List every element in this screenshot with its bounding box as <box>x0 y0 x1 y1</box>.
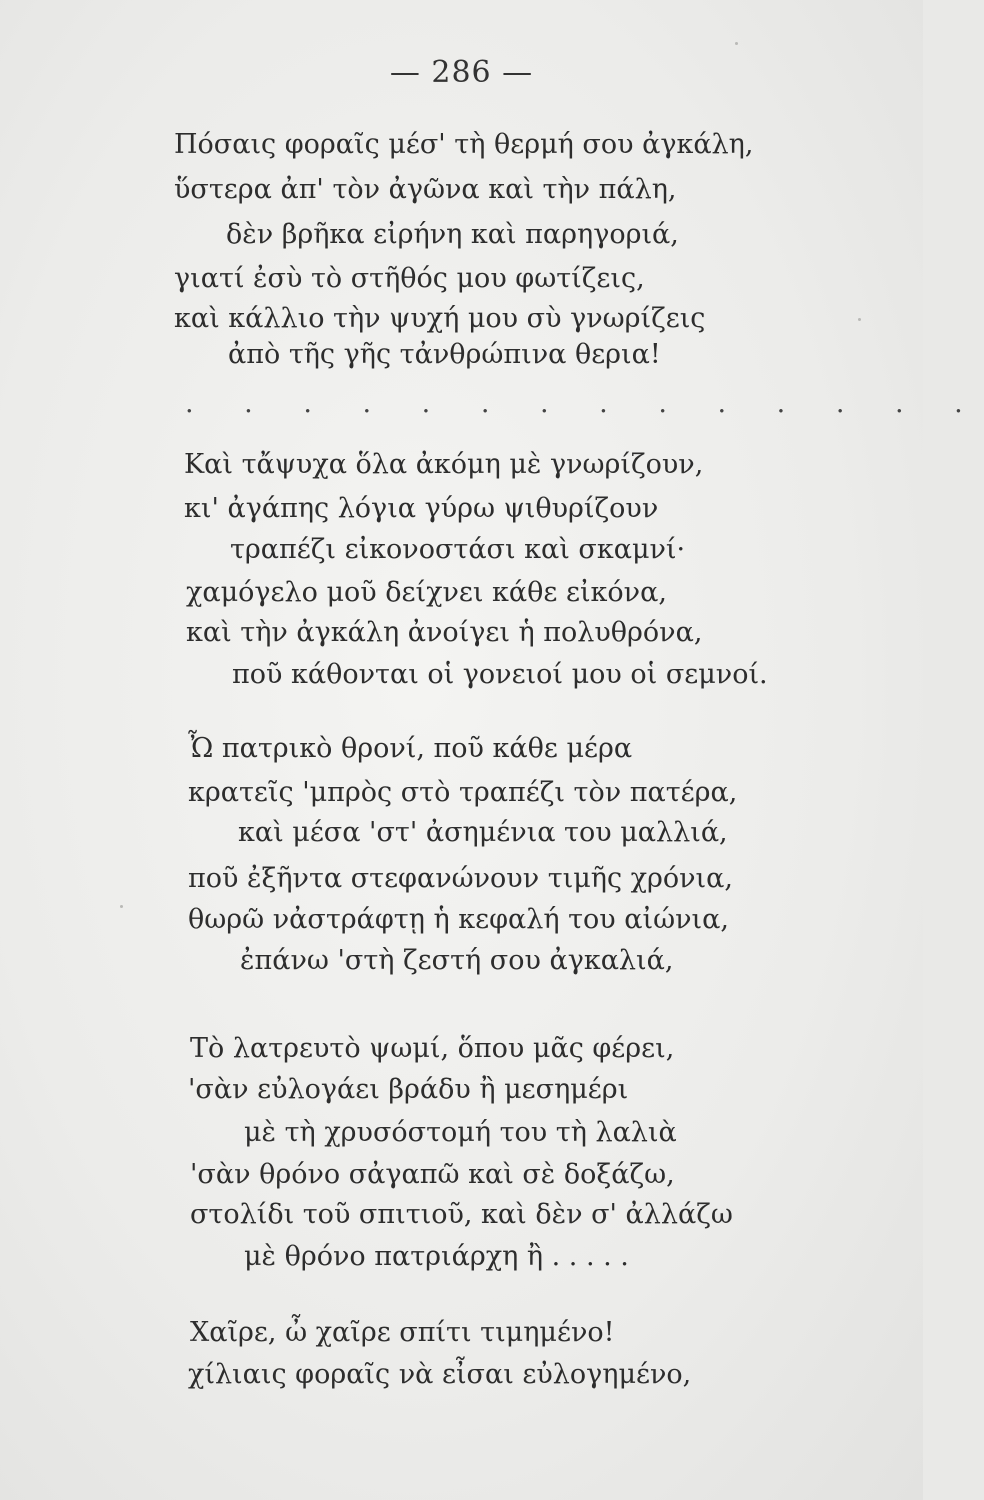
verse-line: Πόσαις φοραῖς μέσ' τὴ θερμή σου ἀγκάλη, <box>174 129 754 160</box>
verse-line: 'σὰν εὐλογάει βράδυ ἢ μεσημέρι <box>188 1074 629 1105</box>
verse-line: καὶ μέσα 'στ' ἀσημένια του μαλλιά, <box>238 817 728 848</box>
verse-line: χαμόγελο μοῦ δείχνει κάθε εἰκόνα, <box>186 577 667 608</box>
verse-line: καὶ τὴν ἀγκάλη ἀνοίγει ἡ πολυθρόνα, <box>186 617 703 648</box>
verse-line: στολίδι τοῦ σπιτιοῦ, καὶ δὲν σ' ἀλλάζω <box>190 1199 733 1230</box>
page-number: — 286 — <box>389 55 534 90</box>
verse-line: Καὶ τἄψυχα ὅλα ἀκόμη μὲ γνωρίζουν, <box>184 449 704 480</box>
verse-line: τραπέζι εἰκονοστάσι καὶ σκαμνί· <box>230 534 686 565</box>
verse-line: 'σὰν θρόνο σἀγαπῶ καὶ σὲ δοξάζω, <box>190 1159 675 1190</box>
verse-line: Τὸ λατρευτὸ ψωμί, ὅπου μᾶς φέρει, <box>190 1033 675 1064</box>
verse-line: καὶ κάλλιο τὴν ψυχή μου σὺ γνωρίζεις <box>174 303 706 334</box>
verse-line: κρατεῖς 'μπρὸς στὸ τραπέζι τὸν πατέρα, <box>188 777 738 808</box>
paper-speck <box>858 318 861 321</box>
verse-line: γιατί ἐσὺ τὸ στῆθός μου φωτίζεις, <box>174 263 645 294</box>
verse-line: μὲ τὴ χρυσόστομή του τὴ λαλιὰ <box>244 1117 677 1148</box>
paper-speck <box>120 905 123 908</box>
verse-line: δὲν βρῆκα εἰρήνη καὶ παρηγοριά, <box>226 219 679 250</box>
verse-line: ποῦ ἐξῆντα στεφανώνουν τιμῆς χρόνια, <box>188 863 733 894</box>
verse-line: ἀπὸ τῆς γῆς τἀνθρώπινα θερια! <box>228 339 661 370</box>
verse-line: Ὦ πατρικὸ θρονί, ποῦ κάθε μέρα <box>188 733 633 764</box>
verse-line: κι' ἀγάπης λόγια γύρω ψιθυρίζουν <box>184 493 659 524</box>
paper-speck <box>735 42 738 45</box>
verse-line: χίλιαις φοραῖς νὰ εἶσαι εὐλογημένο, <box>188 1359 692 1390</box>
verse-line: μὲ θρόνο πατριάρχη ἢ . . . . . <box>244 1241 629 1272</box>
verse-line: ποῦ κάθονται οἱ γονειοί μου οἱ σεμνοί. <box>232 659 768 690</box>
stanza-separator: . . . . . . . . . . . . . . <box>185 388 984 419</box>
verse-line: ὕστερα ἀπ' τὸν ἀγῶνα καὶ τὴν πάλη, <box>174 174 677 205</box>
verse-line: Χαῖρε, ὦ χαῖρε σπίτι τιμημένο! <box>190 1317 615 1348</box>
verse-line: ἐπάνω 'στὴ ζεστή σου ἀγκαλιά, <box>240 945 674 976</box>
verse-line: θωρῶ νἀστράφτῃ ἡ κεφαλή του αἰώνια, <box>188 904 729 935</box>
